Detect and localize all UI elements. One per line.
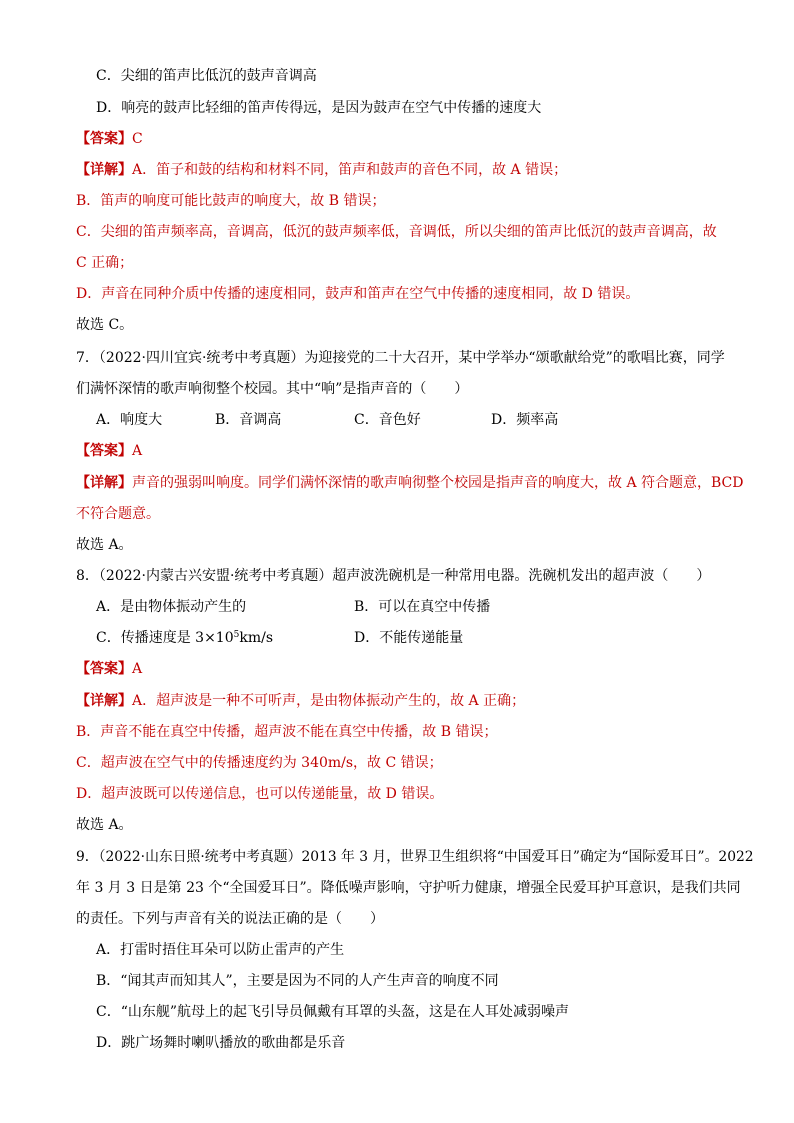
q7-options bbox=[0, 410, 794, 430]
q6-option-c: C．尖细的笛声比低沉的鼓声音调高 bbox=[96, 68, 317, 84]
q8-detail-d: D．超声波既可以传递信息，也可以传递能量，故 D 错误。 bbox=[76, 786, 444, 802]
answer-tag: 【答案】 bbox=[76, 131, 132, 147]
answer-value: A bbox=[132, 661, 143, 677]
q7-option-b: B．音调高 bbox=[215, 412, 282, 428]
q9-stem-2: 年 3 月 3 日是第 23 个“全国爱耳日”。降低噪声影响，守护听力健康，增强全民爱耳护耳意识，是我们共同 bbox=[76, 880, 741, 896]
answer-value: C bbox=[132, 131, 143, 147]
q7-detail-2: 不符合题意。 bbox=[76, 506, 160, 522]
detail-text: 声音的强弱叫响度。同学们满怀深情的歌声响彻整个校园是指声音的响度大，故 A 符合题意，BCD bbox=[132, 475, 744, 491]
answer-tag: 【答案】 bbox=[76, 661, 132, 677]
q7-stem-1: 7．（2022·四川宜宾·统考中考真题）为迎接党的二十大召开，某中学举办“颂歌献给党”的歌唱比赛，同学 bbox=[76, 350, 725, 366]
detail-tag: 【详解】 bbox=[76, 693, 132, 709]
q8-option-b: B．可以在真空中传播 bbox=[354, 599, 491, 615]
q8-conclusion: 故选 A。 bbox=[76, 817, 133, 833]
q8-option-d: D．不能传递能量 bbox=[354, 630, 464, 646]
q7-stem-2: 们满怀深情的歌声响彻整个校园。其中“响”是指声音的（ ） bbox=[76, 381, 469, 397]
q8-option-c-unit: km/s bbox=[239, 630, 274, 646]
detail-text: A．超声波是一种不可听声，是由物体振动产生的，故 A 正确； bbox=[132, 693, 526, 709]
q8-options-row-2 bbox=[0, 628, 794, 648]
q6-conclusion: 故选 C。 bbox=[76, 317, 134, 333]
q7-option-d: D．频率高 bbox=[491, 412, 559, 428]
q8-detail-b: B．声音不能在真空中传播，超声波不能在真空中传播，故 B 错误； bbox=[76, 724, 498, 740]
q8-option-c-text: C．传播速度是 3×10 bbox=[96, 630, 234, 646]
q7-option-c: C．音色好 bbox=[354, 412, 421, 428]
answer-value: A bbox=[132, 443, 143, 459]
q9-option-d: D．跳广场舞时喇叭播放的歌曲都是乐音 bbox=[96, 1035, 346, 1051]
q6-detail-b: B．笛声的响度可能比鼓声的响度大，故 B 错误； bbox=[76, 193, 386, 209]
q8-option-a: A．是由物体振动产生的 bbox=[96, 599, 247, 615]
q9-stem-3: 的责任。下列与声音有关的说法正确的是（ ） bbox=[76, 911, 384, 927]
q8-options-row-1 bbox=[0, 597, 794, 617]
q6-detail-c1: C．尖细的笛声频率高，音调高，低沉的鼓声频率低，音调低，所以尖细的笛声比低沉的鼓声音调高，故 bbox=[76, 224, 717, 240]
q8-detail-c: C．超声波在空气中的传播速度约为 340m/s，故 C 错误； bbox=[76, 755, 443, 771]
q8-detail-a bbox=[76, 691, 525, 711]
q9-stem-1: 9．（2022·山东日照·统考中考真题）2013 年 3 月，世界卫生组织将“中国爱耳日”确定为“国际爱耳日”。2022 bbox=[76, 849, 754, 865]
q9-option-a: A．打雷时捂住耳朵可以防止雷声的产生 bbox=[96, 942, 345, 958]
q8-answer bbox=[76, 659, 142, 679]
q6-detail-c2: C 正确； bbox=[76, 255, 134, 271]
q6-option-d: D．响亮的鼓声比轻细的笛声传得远，是因为鼓声在空气中传播的速度大 bbox=[96, 100, 542, 116]
answer-tag: 【答案】 bbox=[76, 443, 132, 459]
detail-tag: 【详解】 bbox=[76, 475, 132, 491]
q7-conclusion: 故选 A。 bbox=[76, 537, 133, 553]
q8-stem: 8．（2022·内蒙古兴安盟·统考中考真题）超声波洗碗机是一种常用电器。洗碗机发出的超声波（ ） bbox=[76, 568, 711, 584]
q7-answer bbox=[76, 441, 142, 461]
q7-option-a: A．响度大 bbox=[96, 412, 163, 428]
q9-option-c: C．“山东舰”航母上的起飞引导员佩戴有耳罩的头盔，这是在人耳处减弱噪声 bbox=[96, 1004, 570, 1020]
q7-detail-1 bbox=[76, 473, 744, 493]
q8-option-c-exponent: 5 bbox=[233, 630, 240, 640]
q8-option-c bbox=[96, 628, 273, 648]
q6-detail-d: D．声音在同种介质中传播的速度相同，鼓声和笛声在空气中传播的速度相同，故 D 错误。 bbox=[76, 286, 640, 302]
q9-option-b: B．“闻其声而知其人”，主要是因为不同的人产生声音的响度不同 bbox=[96, 973, 499, 989]
detail-text: A．笛子和鼓的结构和材料不同，笛声和鼓声的音色不同，故 A 错误； bbox=[132, 162, 568, 178]
q6-detail-a bbox=[76, 160, 567, 180]
detail-tag: 【详解】 bbox=[76, 162, 132, 178]
q6-answer bbox=[76, 129, 143, 149]
